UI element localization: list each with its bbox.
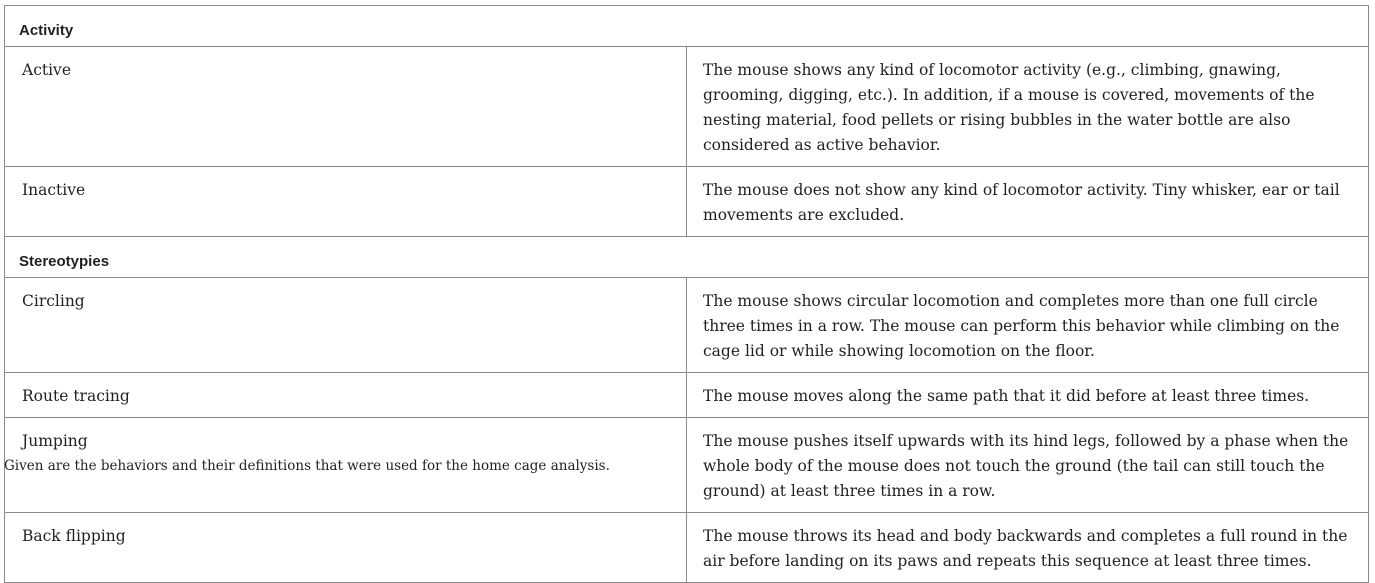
behavior-definition: The mouse shows circular locomotion and completes more than one full circle three times in a row. The mouse can perform this behavior while climbing on the cage lid or while showing locomotion on the floor. (687, 278, 1369, 373)
behavior-definition: The mouse throws its head and body backwards and completes a full round in the air before landing on its paws and repeats this sequence at least three times. (687, 513, 1369, 583)
definitions-table (4, 5, 1369, 583)
section-title: Stereotypies (5, 237, 1369, 278)
table-row (5, 278, 1369, 373)
behavior-definition: The mouse moves along the same path that it did before at least three times. (687, 373, 1369, 418)
behavior-term: Back flipping (5, 513, 687, 583)
table-row (5, 167, 1369, 237)
behavior-term: Jumping (5, 418, 687, 513)
behavior-term: Route tracing (5, 373, 687, 418)
section-title: Activity (5, 6, 1369, 47)
behavior-term: Circling (5, 278, 687, 373)
section-header-row (5, 6, 1369, 47)
behavior-term: Inactive (5, 167, 687, 237)
behavior-term: Active (5, 47, 687, 167)
behavior-definition: The mouse pushes itself upwards with its hind legs, followed by a phase when the whole body of the mouse does not touch the ground (the tail can still touch the ground) at least three times in a row. (687, 418, 1369, 513)
behavior-definition: The mouse does not show any kind of locomotor activity. Tiny whisker, ear or tail movements are excluded. (687, 167, 1369, 237)
table-row (5, 47, 1369, 167)
table-row (5, 373, 1369, 418)
table-footnote: Given are the behaviors and their definitions that were used for the home cage analysis. (4, 458, 610, 474)
behavior-definitions-table (4, 5, 1369, 583)
behavior-definition: The mouse shows any kind of locomotor activity (e.g., climbing, gnawing, grooming, digging, etc.). In addition, if a mouse is covered, movements of the nesting material, food pellets or rising bubbles in the water bottle are also considered as active behavior. (687, 47, 1369, 167)
section-header-row (5, 237, 1369, 278)
table-row (5, 513, 1369, 583)
